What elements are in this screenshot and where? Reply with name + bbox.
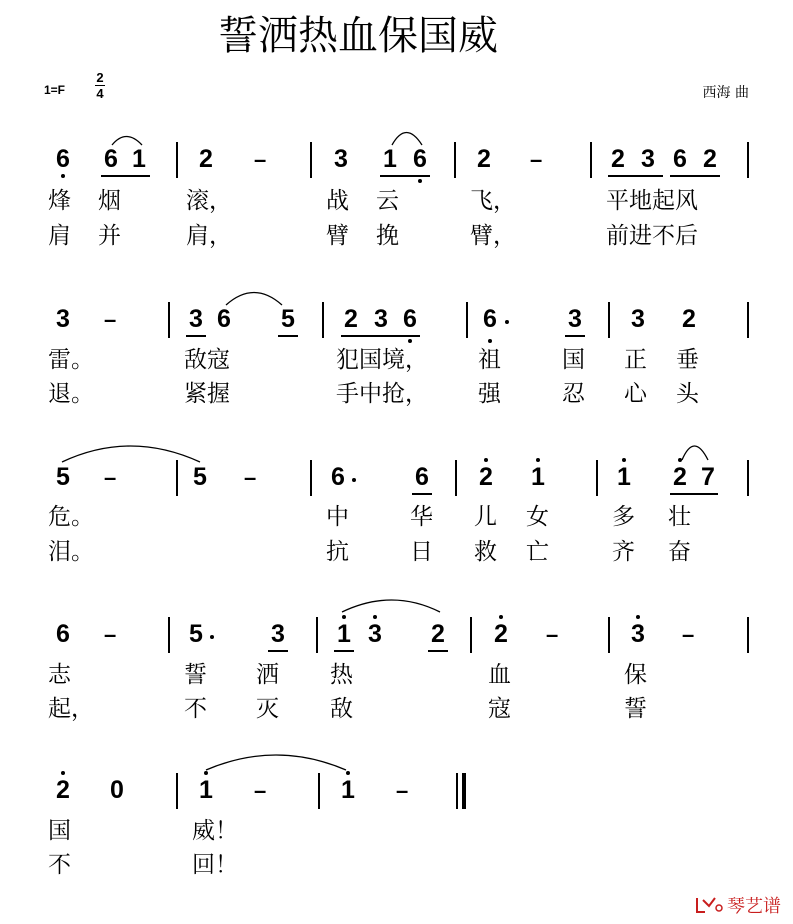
note: 2: [477, 145, 491, 173]
note: 1: [614, 465, 634, 490]
note: 1: [528, 465, 548, 490]
dash: –: [104, 622, 117, 647]
lyric: 儿: [474, 504, 497, 530]
lyric: 滚，: [186, 188, 232, 214]
lyric: 保: [624, 662, 647, 688]
lyric: 退。: [48, 381, 94, 407]
note: 6: [410, 147, 430, 172]
lyric: 泪。: [48, 539, 94, 565]
note: 1: [383, 145, 397, 173]
note: 1: [338, 778, 358, 803]
slur: [206, 755, 346, 770]
lyric: 头: [676, 381, 699, 407]
note: 6: [480, 307, 500, 332]
lyric: 敌: [330, 696, 353, 722]
lyric: 国: [562, 347, 585, 373]
lyric: 志: [48, 662, 71, 688]
lyric: 华: [410, 504, 433, 530]
note: 0: [110, 776, 124, 804]
note: 2: [344, 305, 358, 333]
note: 3: [631, 305, 645, 333]
lyric: 女: [526, 504, 549, 530]
note: 2: [476, 465, 496, 490]
note: 2: [53, 778, 73, 803]
dash: –: [546, 622, 559, 647]
lyric: 肩，: [186, 223, 232, 249]
note: 5: [281, 305, 295, 333]
note: 2: [431, 620, 445, 648]
watermark-text: 琴艺谱: [727, 896, 781, 917]
lyric: 敌寇: [184, 347, 230, 373]
watermark: [695, 892, 781, 918]
note: 3: [271, 620, 285, 648]
lyric: 垂: [676, 347, 699, 373]
note: 5: [193, 463, 207, 491]
lyric: 手中抢，: [336, 381, 428, 407]
lyric: 奋: [668, 539, 691, 565]
slur: [112, 137, 142, 146]
lyric: 烽: [48, 188, 71, 214]
lyric: 壮: [668, 504, 691, 530]
dash: –: [682, 622, 695, 647]
lyric: 灭: [256, 696, 279, 722]
dash: –: [104, 465, 117, 490]
note: 6: [331, 463, 345, 491]
note: 3: [641, 145, 655, 173]
dash: –: [396, 778, 409, 803]
note: 3: [374, 305, 388, 333]
lyric: 臂，: [470, 223, 516, 249]
lyric: 热: [330, 662, 353, 688]
note: 2: [682, 305, 696, 333]
note: 1: [334, 622, 354, 647]
note: 3: [189, 305, 203, 333]
meter-bottom: 4: [96, 86, 104, 101]
lyric: 危。: [48, 504, 94, 530]
lyric: 不: [184, 696, 207, 722]
note: 5: [189, 620, 203, 648]
note: 6: [217, 305, 231, 333]
note: 6: [415, 463, 429, 491]
note: 6: [104, 145, 118, 173]
note: 6: [53, 147, 73, 172]
lyric: 犯国境，: [336, 347, 428, 373]
composer-credit: 西海 曲: [702, 85, 749, 101]
lyric: 紧握: [184, 381, 230, 407]
note: 2: [703, 145, 717, 173]
dash: –: [244, 465, 257, 490]
lyric: 多: [612, 504, 635, 530]
note: 1: [196, 778, 216, 803]
song-title: 誓洒热血保国威: [218, 13, 498, 59]
lyric: 寇: [488, 696, 511, 722]
note: 3: [365, 622, 385, 647]
slur: [342, 600, 440, 612]
lyric: 誓: [624, 696, 647, 722]
lyric: 救: [474, 539, 497, 565]
key-signature: 1=F: [44, 83, 66, 97]
lyric: 烟: [98, 188, 121, 214]
lyric: 国: [48, 818, 71, 844]
note: 6: [400, 307, 420, 332]
watermark-logo-icon: [695, 896, 723, 914]
slur: [682, 446, 708, 460]
lyric: 臂: [326, 223, 349, 249]
lyric: 挽: [376, 223, 399, 249]
lyric: 战: [326, 188, 349, 214]
dash: –: [530, 147, 543, 172]
slur: [392, 133, 422, 146]
lyric: 强: [478, 381, 501, 407]
lyric: 云: [376, 188, 399, 214]
note: 3: [56, 305, 70, 333]
note: 5: [56, 463, 70, 491]
note: 6: [673, 145, 687, 173]
lyric: 威！: [192, 818, 238, 844]
dash: –: [254, 778, 267, 803]
lyric: 肩: [48, 223, 71, 249]
note: 7: [701, 463, 715, 491]
lyric: 并: [98, 223, 121, 249]
lyric: 前进不后: [606, 223, 698, 249]
slur: [226, 293, 282, 306]
lyric: 雷。: [48, 347, 94, 373]
lyric: 血: [488, 662, 511, 688]
lyric: 正: [624, 347, 647, 373]
lyric: 平地起风: [606, 188, 698, 214]
note: 3: [628, 622, 648, 647]
lyric: 心: [624, 381, 647, 407]
note: 2: [199, 145, 213, 173]
note: 2: [611, 145, 625, 173]
lyric: 中: [326, 504, 349, 530]
meter-top: 2: [96, 70, 104, 85]
lyric: 亡: [526, 539, 549, 565]
lyric: 祖: [478, 347, 501, 373]
note: 2: [670, 465, 690, 490]
lyric: 誓: [184, 662, 207, 688]
lyric: 抗: [326, 539, 349, 565]
lyric: 齐: [612, 539, 635, 565]
note: 2: [491, 622, 511, 647]
lyric: 飞，: [470, 188, 516, 214]
slur: [62, 446, 200, 462]
note: 1: [132, 145, 146, 173]
note: 3: [568, 305, 582, 333]
lyric: 回！: [192, 852, 238, 878]
lyric: 洒: [256, 662, 279, 688]
lyric: 日: [410, 539, 433, 565]
dash: –: [104, 307, 117, 332]
lyric: 起，: [48, 696, 94, 722]
note: 6: [56, 620, 70, 648]
lyric: 忍: [562, 381, 585, 407]
lyric: 不: [48, 852, 71, 878]
note: 3: [334, 145, 348, 173]
dash: –: [254, 147, 267, 172]
